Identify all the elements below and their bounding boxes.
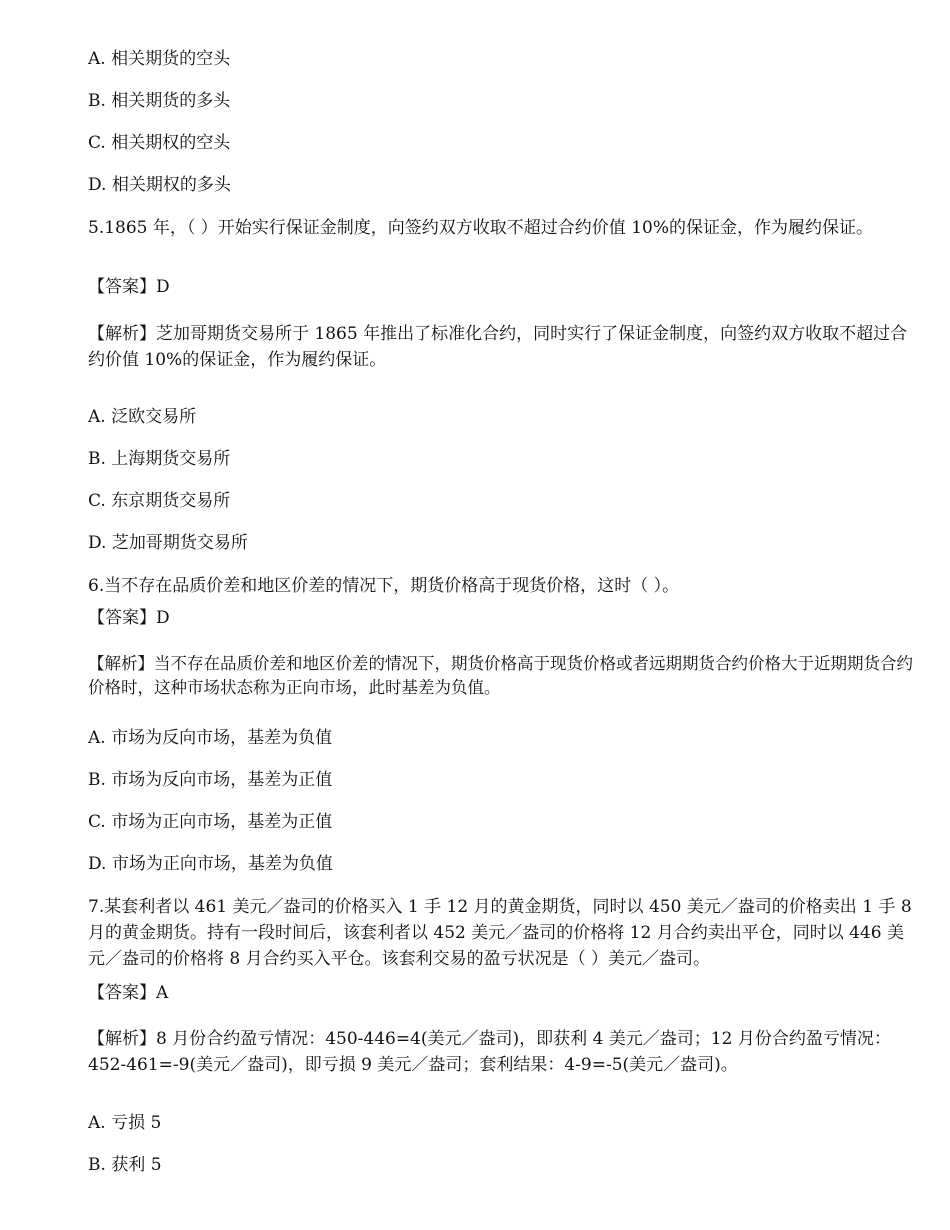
q4-option-c: C. 相关期权的空头	[88, 133, 231, 153]
q5-analysis: 【解析】芝加哥期货交易所于 1865 年推出了标准化合约，同时实行了保证金制度，向签约双方收取不超过合约价值 10%的保证金，作为履约保证。	[88, 324, 908, 370]
q6-stem: 6.当不存在品质价差和地区价差的情况下，期货价格高于现货价格，这时（ ）。	[88, 576, 680, 596]
q6-analysis: 【解析】当不存在品质价差和地区价差的情况下，期货价格高于现货价格或者远期期货合约价格大于近期期货合约价格时，这种市场状态称为正向市场，此时基差为负值。	[88, 654, 913, 697]
q6-option-b: B. 市场为反向市场，基差为正值	[88, 770, 333, 790]
q5-option-c: C. 东京期货交易所	[88, 491, 231, 511]
q7-analysis: 【解析】8 月份合约盈亏情况：450-446=4(美元／盎司)，即获利 4 美元／盎司；12 月份合约盈亏情况：452-461=-9(美元／盎司)，即亏损 9 美元／盎司；套利结果：4-9=-5(美元／盎司)。	[88, 1029, 891, 1075]
q5-option-a: A. 泛欧交易所	[88, 407, 197, 427]
q7-stem: 7.某套利者以 461 美元／盎司的价格买入 1 手 12 月的黄金期货，同时以 450 美元／盎司的价格卖出 1 手 8 月的黄金期货。持有一段时间后，该套利者以 452 美元／盎司的价格将 12 月合约卖出平仓，同时以 446 美元／盎司的价格将 8 月合约买入平仓。该套利交易的盈亏状况是（ ）美元／盎司。	[88, 897, 912, 969]
q5-answer: 【答案】D	[88, 277, 170, 297]
q7-option-b: B. 获利 5	[88, 1155, 162, 1175]
q4-option-a: A. 相关期货的空头	[88, 49, 231, 69]
q5-option-d: D. 芝加哥期货交易所	[88, 533, 248, 553]
q6-option-c: C. 市场为正向市场，基差为正值	[88, 812, 333, 832]
q6-option-d: D. 市场为正向市场，基差为负值	[88, 854, 333, 874]
q6-answer: 【答案】D	[88, 608, 170, 628]
q7-answer: 【答案】A	[88, 983, 169, 1003]
q4-option-d: D. 相关期权的多头	[88, 175, 231, 195]
q4-option-b: B. 相关期货的多头	[88, 91, 231, 111]
q7-option-a: A. 亏损 5	[88, 1113, 162, 1133]
q6-option-a: A. 市场为反向市场，基差为负值	[88, 728, 333, 748]
q5-option-b: B. 上海期货交易所	[88, 449, 231, 469]
q5-stem: 5.1865 年，（ ）开始实行保证金制度，向签约双方收取不超过合约价值 10%的保证金，作为履约保证。	[88, 218, 873, 238]
